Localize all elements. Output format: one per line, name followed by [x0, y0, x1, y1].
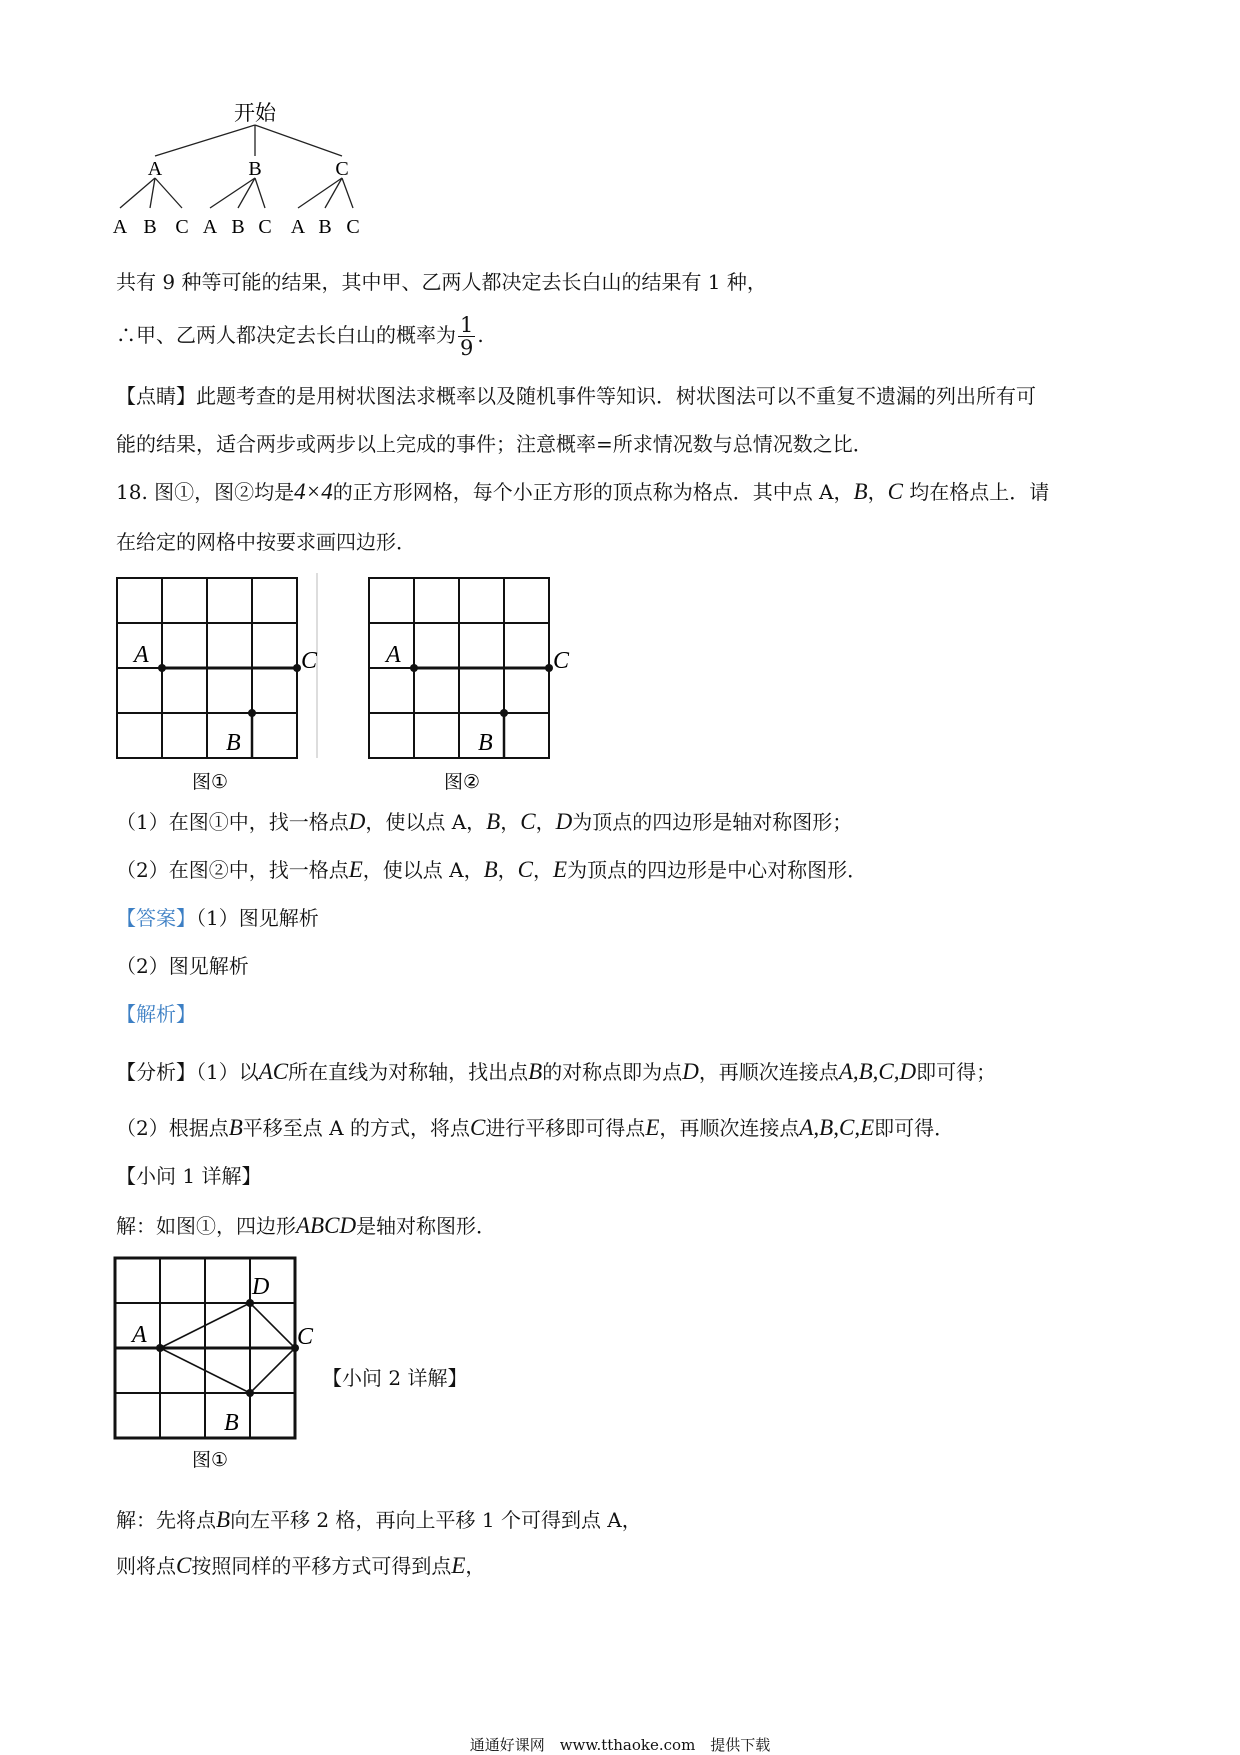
point-B — [248, 709, 256, 717]
tree-leaf: A — [290, 216, 306, 238]
figure-caption: 图② — [443, 771, 481, 793]
dianjing-line: 【点睛】此题考查的是用树状图法求概率以及随机事件等知识．树状图法可以不重复不遗漏的列出所有可 — [116, 384, 1036, 408]
label-C: C — [301, 648, 318, 674]
solution-figure — [110, 1248, 325, 1473]
tree-leaf: B — [143, 216, 157, 238]
point-B — [246, 1389, 254, 1397]
point-A — [410, 664, 418, 672]
figure-caption: 图① — [191, 771, 229, 793]
sub-question-1-heading: 【小问 1 详解】 — [116, 1164, 262, 1188]
answer-tag: 【答案】 — [116, 906, 196, 930]
solution-2-line-2: 则将点C按照同样的平移方式可得到点E， — [116, 1553, 486, 1578]
analysis-1: 【分析】（1）以AC所在直线为对称轴，找出点B的对称点即为点D，再顺次连接点A,B,C,D即可得； — [116, 1059, 997, 1084]
tree-leaf: C — [346, 216, 360, 238]
point-A — [158, 664, 166, 672]
probability-line: ∴甲、乙两人都决定去长白山的概率为 $\frac{1}{9}$ . — [116, 313, 484, 360]
answer-line-2: （2）图见解析 — [116, 954, 249, 978]
tree-node-l1: A — [147, 158, 163, 180]
label-B: B — [478, 730, 493, 756]
solution-1: 解：如图①，四边形ABCD是轴对称图形． — [116, 1213, 497, 1238]
tree-leaf: B — [318, 216, 332, 238]
sub-question-2-heading: 【小问 2 详解】 — [322, 1366, 468, 1390]
tree-leaf: B — [231, 216, 245, 238]
tree-node-l1: B — [248, 158, 262, 180]
label-B: B — [224, 1410, 239, 1436]
label-A: A — [132, 1322, 147, 1348]
fraction: $\frac{1}{9}$ — [460, 313, 474, 360]
result-count-line: 共有 9 种等可能的结果，其中甲、乙两人都决定去长白山的结果有 1 种， — [116, 270, 767, 294]
tree-root: 开始 — [234, 101, 276, 125]
label-B: B — [226, 730, 241, 756]
page-footer: 通通好课网 www.tthaoke.com 提供下载 — [469, 1736, 771, 1754]
analysis-2: （2）根据点B平移至点 A 的方式，将点C进行平移即可得点E，再顺次连接点A,B,C,E即可得． — [116, 1115, 955, 1140]
label-A: A — [386, 642, 401, 668]
part-1: （1）在图①中，找一格点D，使以点 A，B，C，D为顶点的四边形是轴对称图形； — [116, 809, 853, 834]
part-2: （2）在图②中，找一格点E，使以点 A，B，C，E为顶点的四边形是中心对称图形． — [116, 857, 868, 882]
label-C: C — [297, 1324, 314, 1350]
answer-line: 【答案】（1）图见解析 — [116, 906, 319, 930]
question-18: 18. 图①，图②均是4×4的正方形网格，每个小正方形的顶点称为格点．其中点 A，B，C 均在格点上．请 — [116, 479, 1050, 504]
point-C — [293, 664, 301, 672]
label-A: A — [134, 642, 149, 668]
tree-leaf: C — [175, 216, 189, 238]
point-A — [156, 1344, 164, 1352]
dianjing-line-2: 能的结果，适合两步或两步以上完成的事件；注意概率=所求情况数与总情况数之比． — [116, 432, 873, 456]
label-C: C — [553, 648, 570, 674]
point-D — [246, 1299, 254, 1307]
point-C — [545, 664, 553, 672]
figure-caption: 图① — [191, 1449, 229, 1471]
label-D: D — [252, 1274, 270, 1300]
solution-2: 解：先将点B向左平移 2 格，再向上平移 1 个可得到点 A， — [116, 1507, 642, 1532]
tree-leaf: C — [258, 216, 272, 238]
tree-diagram — [110, 100, 410, 250]
grid-figure-2 — [364, 568, 584, 793]
tree-node-l1: C — [335, 158, 349, 180]
question-18-line-2: 在给定的网格中按要求画四边形． — [116, 530, 416, 554]
tree-leaf: A — [112, 216, 128, 238]
point-B — [500, 709, 508, 717]
grid-figure-1 — [112, 568, 332, 793]
analysis-tag: 【解析】 — [116, 1002, 196, 1026]
tree-leaf: A — [202, 216, 218, 238]
